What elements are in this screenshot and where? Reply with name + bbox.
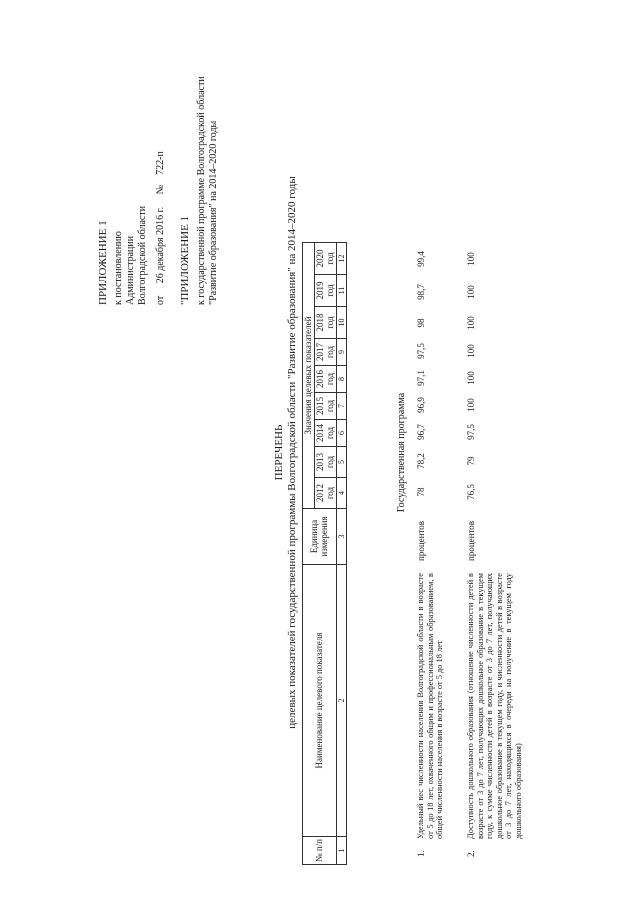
value-2016: 97,1 (416, 370, 426, 386)
value-2012: 76,5 (466, 484, 476, 500)
column-number-2: 2 (337, 565, 347, 837)
indicator-name: Удельный вес численности населения Волгоградской области в возрасте от 5 до 18 лет, охваченного общим и профессиональным образованием, в общей численности населения в возрасте от 5 до 18 лет (416, 573, 445, 839)
column-header-indicator-name: Наименование целевого показателя (303, 565, 337, 837)
value-2020: 100 (466, 252, 476, 266)
indicator-name: Доступность дошкольного образования (отношение численности детей в возрасте от 3 до 7 лет, получающих дошкольное образование в текущем году, к сумме численности детей в возрасте от 3 до 7 лет, получающих дошкольное образование в текущем году, и численности детей в возрасте от 3 до 7 лет, находящихся в очереди на получение в текущем году дошкольного образования) (466, 573, 523, 839)
column-number-5: 5 (337, 447, 347, 478)
program-appendix-label: "ПРИЛОЖЕНИЕ 1 (179, 215, 191, 305)
year-header-2019: 2019 год (315, 275, 337, 307)
unit-value: процентов (466, 520, 476, 561)
value-2018: 98 (416, 318, 426, 328)
column-number-11: 11 (337, 275, 347, 307)
section-label: Государственная программа (396, 392, 407, 513)
value-2015: 96,9 (416, 397, 426, 413)
column-number-4: 4 (337, 478, 347, 509)
column-number-3: 3 (337, 509, 347, 565)
date-prefix: от (155, 295, 166, 305)
column-header-number: № п/п (303, 837, 337, 865)
appendix-label: ПРИЛОЖЕНИЕ 1 (97, 220, 109, 305)
resolution-reference: к постановлению (113, 231, 124, 305)
value-2020: 99,4 (416, 251, 426, 267)
date-value: 26 декабря 2016 г. (155, 206, 166, 284)
value-2014: 97,5 (466, 424, 476, 440)
value-2017: 97,5 (416, 343, 426, 359)
year-header-2018: 2018 год (315, 307, 337, 339)
value-2019: 98,7 (416, 284, 426, 300)
value-2018: 100 (466, 316, 476, 330)
value-2012: 78 (416, 487, 426, 497)
value-2013: 78,2 (416, 453, 426, 469)
value-2017: 100 (466, 344, 476, 358)
value-2019: 100 (466, 285, 476, 299)
column-number-9: 9 (337, 339, 347, 366)
column-number-8: 8 (337, 366, 347, 393)
column-number-7: 7 (337, 393, 347, 420)
column-number-1: 1 (337, 837, 347, 865)
year-header-2014: 2014 год (315, 420, 337, 447)
column-header-values: Значения целевых показателей (303, 243, 315, 509)
document-title: ПЕРЕЧЕНЬ (273, 424, 285, 481)
document-subtitle: целевых показателей государственной программы Волгоградской области "Развитие образования" на 2014–2020 годы (286, 176, 298, 729)
organization-line-2: Волгоградской области (137, 205, 148, 305)
column-header-unit: Единица измерения (303, 509, 337, 565)
resolution-date-line (156, 151, 166, 305)
unit-value: процентов (416, 520, 426, 561)
organization-line-1: Администрации (125, 235, 136, 305)
column-number-12: 12 (337, 243, 347, 275)
value-2016: 100 (466, 371, 476, 385)
year-header-2020: 2020 год (315, 243, 337, 275)
row-number: 2. (466, 850, 476, 857)
number-sign: № (155, 184, 166, 195)
value-2013: 79 (466, 456, 476, 466)
value-2014: 96,7 (416, 424, 426, 440)
value-2015: 100 (466, 398, 476, 412)
year-header-2012: 2012 год (315, 478, 337, 509)
column-number-6: 6 (337, 420, 347, 447)
year-header-2013: 2013 год (315, 447, 337, 478)
resolution-number: 722-п (155, 151, 166, 175)
indicators-table-header (302, 242, 347, 865)
program-reference-line-2: "Развитие образования" на 2014–2020 годы (208, 120, 219, 305)
column-number-10: 10 (337, 307, 347, 339)
row-number: 1. (416, 850, 426, 857)
year-header-2017: 2017 год (315, 339, 337, 366)
year-header-2015: 2015 год (315, 393, 337, 420)
year-header-2016: 2016 год (315, 366, 337, 393)
program-reference-line-1: к государственной программе Волгоградской области (196, 76, 207, 305)
